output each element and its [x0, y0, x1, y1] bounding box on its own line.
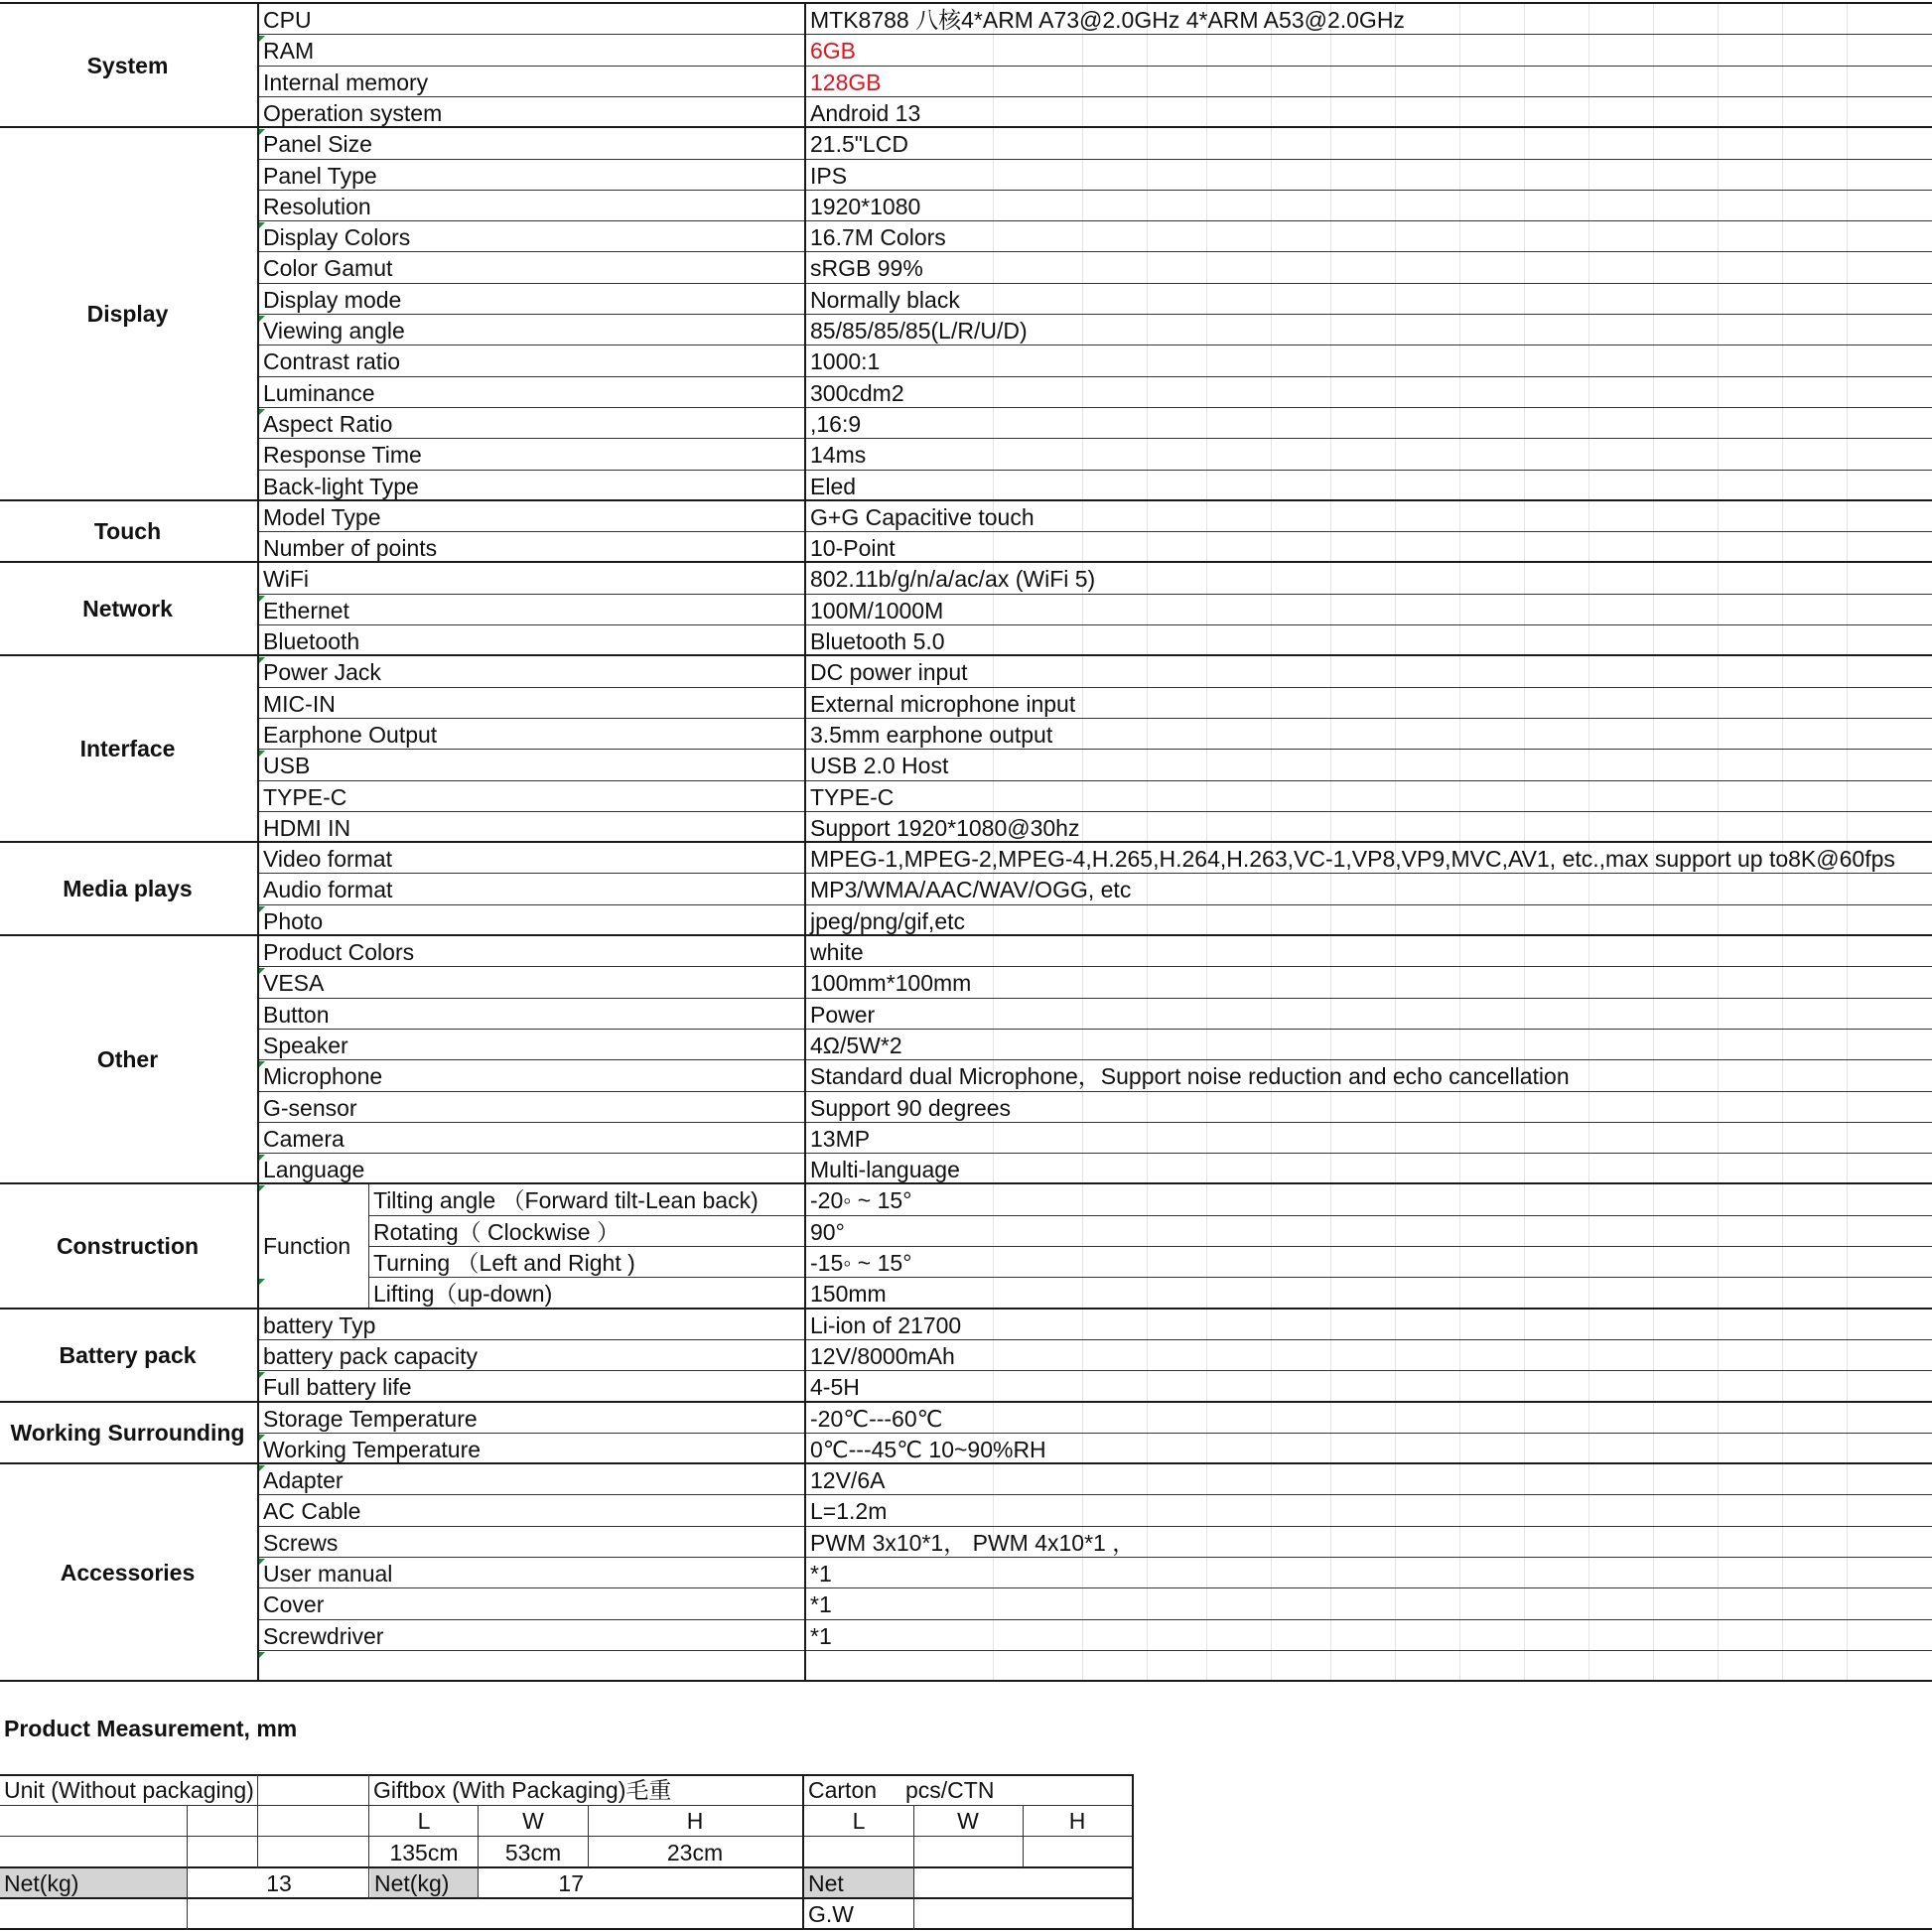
spec-label: Speaker	[263, 1032, 348, 1058]
spec-label: CPU	[263, 7, 312, 33]
unit-header: Unit (Without packaging)	[4, 1777, 254, 1803]
cell-comment-marker	[259, 1465, 265, 1471]
spec-value: 1920*1080	[810, 193, 921, 219]
spec-value	[806, 1652, 1930, 1682]
section-line	[0, 1680, 1932, 1682]
category-accessories: Accessories	[60, 1559, 196, 1586]
section-line	[0, 1401, 1932, 1403]
spec-label: Photo	[263, 907, 324, 934]
spec-value: PWM 3x10*1， PWM 4x10*1 ，	[810, 1529, 1136, 1556]
spec-label: Luminance	[263, 379, 375, 406]
row-line	[257, 998, 1932, 999]
spec-value: Support 1920*1080@30hz	[810, 814, 1080, 841]
row-line	[257, 749, 1932, 750]
row-line	[257, 34, 1932, 35]
cell-comment-marker	[259, 1279, 265, 1285]
section-line	[0, 2, 1932, 4]
spec-value: white	[810, 939, 864, 965]
category-interface: Interface	[79, 736, 176, 762]
spec-value: 12V/8000mAh	[810, 1342, 955, 1369]
spec-value: DC power input	[810, 659, 968, 686]
spec-value: 16.7M Colors	[810, 224, 946, 251]
giftbox-h-header: H	[686, 1808, 704, 1834]
row-line	[257, 251, 1932, 252]
row-line	[257, 718, 1932, 719]
spec-value: -20◦ ~ 15°	[810, 1187, 912, 1214]
section-line	[0, 1182, 1932, 1184]
spec-label: Audio format	[263, 877, 393, 903]
spec-label: battery Typ	[263, 1311, 376, 1338]
spec-label: Panel Type	[263, 162, 377, 189]
spec-label: Language	[263, 1157, 365, 1183]
spec-value: Normally black	[810, 286, 960, 313]
row-line	[257, 66, 1932, 67]
category-display: Display	[86, 300, 169, 327]
section-line	[0, 1462, 1932, 1464]
section-line	[0, 499, 1932, 501]
carton-l-header: L	[852, 1808, 866, 1834]
cell-comment-marker	[259, 1559, 265, 1565]
cell-comment-marker	[259, 222, 265, 228]
spec-label: Response Time	[263, 442, 422, 469]
spec-value: ,16:9	[810, 410, 862, 437]
row-line	[257, 1433, 1932, 1434]
row-line	[257, 624, 1932, 625]
category-system: System	[86, 52, 169, 78]
row-line	[257, 1059, 1932, 1060]
spec-value: 1000:1	[810, 348, 881, 375]
category-working-surrounding: Working Surrounding	[10, 1419, 245, 1446]
unit-net-value: 13	[266, 1870, 292, 1896]
carton-net-label: Net	[804, 1868, 913, 1898]
spec-label: Display Colors	[263, 224, 411, 251]
row-line	[257, 531, 1932, 532]
row-line	[257, 283, 1932, 284]
spec-label: Product Colors	[263, 939, 415, 965]
spec-value: 300cdm2	[810, 379, 904, 406]
row-line	[257, 873, 1932, 874]
spec-label: VESA	[263, 970, 325, 997]
cell-comment-marker	[259, 1652, 265, 1658]
meas-line	[0, 1866, 1134, 1868]
row-line	[257, 96, 1932, 97]
row-line	[257, 1122, 1932, 1123]
cell-comment-marker	[259, 906, 265, 912]
cell-comment-marker	[259, 596, 265, 602]
spec-value: External microphone input	[810, 690, 1076, 717]
spec-value: 100mm*100mm	[810, 970, 972, 997]
spec-value: 128GB	[810, 69, 882, 95]
spec-label: G-sensor	[263, 1094, 357, 1121]
row-line	[257, 594, 1932, 595]
spec-label: Model Type	[263, 503, 381, 530]
row-line	[257, 904, 1932, 905]
row-line	[257, 1557, 1932, 1558]
spec-label: Storage Temperature	[263, 1405, 478, 1432]
giftbox-h-value: 23cm	[666, 1840, 724, 1865]
section-line	[0, 1308, 1932, 1310]
measurement-title: Product Measurement, mm	[4, 1716, 298, 1741]
function-label: Function	[263, 1233, 351, 1259]
column-line	[257, 3, 259, 1681]
spec-label: Rotating（ Clockwise ）	[373, 1218, 620, 1245]
spec-value: -15◦ ~ 15°	[810, 1250, 912, 1276]
section-line	[0, 934, 1932, 936]
spec-value: MP3/WMA/AAC/WAV/OGG, etc	[810, 877, 1132, 903]
spec-value: -20℃---60℃	[810, 1405, 943, 1432]
carton-h-header: H	[1068, 1808, 1086, 1834]
row-line	[368, 1277, 1932, 1278]
spec-value: 100M/1000M	[810, 597, 944, 623]
spec-value: 3.5mm earphone output	[810, 721, 1053, 748]
spec-value: Power	[810, 1001, 876, 1028]
spec-value: IPS	[810, 162, 848, 189]
row-line	[257, 407, 1932, 408]
row-line	[257, 1153, 1932, 1154]
spec-label: Viewing angle	[263, 318, 405, 344]
meas-line	[187, 1805, 188, 1930]
meas-line	[0, 1774, 1134, 1776]
unit-net-label: Net(kg)	[0, 1868, 187, 1898]
spec-value: Standard dual Microphone，Support noise reduction and echo cancellation	[810, 1063, 1570, 1090]
spec-label: Turning （Left and Right )	[373, 1250, 635, 1276]
spec-label: Resolution	[263, 193, 371, 219]
spec-value: 14ms	[810, 442, 867, 469]
spec-value: Eled	[810, 473, 857, 499]
column-line	[804, 3, 806, 1681]
row-line	[257, 1494, 1932, 1495]
row-line	[257, 1370, 1932, 1371]
spec-label: User manual	[263, 1561, 393, 1587]
spec-value: 10-Point	[810, 535, 896, 562]
meas-line	[1132, 1774, 1134, 1930]
spec-label: Color Gamut	[263, 255, 393, 282]
category-media-plays: Media plays	[63, 876, 193, 902]
spec-label: Screws	[263, 1529, 339, 1556]
category-construction: Construction	[56, 1232, 200, 1259]
spec-value: *1	[810, 1622, 832, 1649]
giftbox-net-label: Net(kg)	[370, 1868, 478, 1898]
cell-comment-marker	[259, 409, 265, 415]
spec-value: 85/85/85/85(L/R/U/D)	[810, 318, 1028, 344]
spec-label: Microphone	[263, 1063, 383, 1090]
giftbox-l-value: 135cm	[389, 1840, 459, 1865]
spec-value: 150mm	[810, 1281, 887, 1308]
category-network: Network	[82, 596, 173, 622]
cell-comment-marker	[259, 751, 265, 757]
cell-comment-marker	[259, 1435, 265, 1441]
row-line	[257, 811, 1932, 812]
meas-line	[588, 1805, 589, 1867]
meas-line	[0, 1897, 1134, 1899]
meas-line	[0, 1836, 1134, 1837]
spec-value: 21.5"LCD	[810, 131, 908, 158]
row-line	[257, 1339, 1932, 1340]
spec-value: jpeg/png/gif,etc	[810, 907, 966, 934]
meas-line	[802, 1774, 804, 1930]
category-other: Other	[96, 1046, 159, 1073]
row-line	[257, 159, 1932, 160]
spec-label: Button	[263, 1001, 330, 1028]
spec-label: Display mode	[263, 286, 402, 313]
spec-label: MIC-IN	[263, 690, 336, 717]
row-line	[257, 190, 1932, 191]
spec-label: HDMI IN	[263, 814, 351, 841]
spec-value: MPEG-1,MPEG-2,MPEG-4,H.265,H.264,H.263,VC-1,VP8,VP9,MVC,AV1, etc.,max support up to8K@60fps	[810, 846, 1895, 873]
spec-label: Camera	[263, 1125, 345, 1152]
row-line	[257, 438, 1932, 439]
cell-comment-marker	[259, 1372, 265, 1378]
meas-line	[0, 1805, 1134, 1806]
spec-value: 13MP	[810, 1125, 871, 1152]
row-line	[257, 687, 1932, 688]
row-line	[257, 780, 1932, 781]
spec-label: Power Jack	[263, 659, 381, 686]
spec-label: Ethernet	[263, 597, 349, 623]
meas-line	[913, 1805, 914, 1930]
carton-header: Carton	[808, 1777, 878, 1803]
row-line	[257, 1587, 1932, 1588]
giftbox-l-header: L	[417, 1808, 431, 1834]
spec-label: battery pack capacity	[263, 1342, 479, 1369]
spec-label: Tilting angle （Forward tilt-Lean back)	[373, 1187, 759, 1214]
spec-label: Lifting（up-down)	[373, 1281, 553, 1308]
row-line	[257, 470, 1932, 471]
spec-label: Full battery life	[263, 1374, 412, 1401]
spec-label: TYPE-C	[263, 783, 347, 810]
spec-value: G+G Capacitive touch	[810, 503, 1035, 530]
section-line	[0, 654, 1932, 656]
row-line	[368, 1246, 1932, 1247]
row-line	[257, 1619, 1932, 1620]
cell-comment-marker	[259, 968, 265, 974]
spec-value: Li-ion of 21700	[810, 1311, 962, 1338]
row-line	[368, 1215, 1932, 1216]
spec-value: Bluetooth 5.0	[810, 628, 945, 654]
spec-label: Internal memory	[263, 69, 429, 95]
spec-label: Back-light Type	[263, 473, 419, 499]
category-battery-pack: Battery pack	[59, 1341, 197, 1368]
spec-label: AC Cable	[263, 1498, 361, 1525]
cell-comment-marker	[259, 1155, 265, 1161]
cell-comment-marker	[259, 1185, 265, 1191]
spec-label: Cover	[263, 1591, 325, 1618]
spec-label: Screwdriver	[263, 1622, 384, 1649]
cell-comment-marker	[259, 1061, 265, 1067]
meas-line	[368, 1774, 369, 1899]
row-line	[257, 376, 1932, 377]
spec-value: 6GB	[810, 38, 857, 65]
spec-value: 802.11b/g/n/a/ac/ax (WiFi 5)	[810, 566, 1096, 593]
spec-label: USB	[263, 753, 311, 779]
spec-value: Multi-language	[810, 1157, 960, 1183]
meas-line	[1023, 1805, 1024, 1867]
spec-value: *1	[810, 1561, 832, 1587]
spec-label: Number of points	[263, 535, 438, 562]
category-touch: Touch	[93, 518, 162, 545]
spec-value: MTK8788 八核4*ARM A73@2.0GHz 4*ARM A53@2.0GHz	[810, 7, 1405, 33]
section-line	[0, 841, 1932, 843]
cell-comment-marker	[259, 36, 265, 42]
spec-label: Operation system	[263, 99, 443, 126]
cell-comment-marker	[259, 316, 265, 322]
spec-value: TYPE-C	[810, 783, 895, 810]
spec-label: RAM	[263, 38, 315, 65]
giftbox-net-value: 17	[558, 1870, 584, 1896]
spec-label: Aspect Ratio	[263, 410, 393, 437]
carton-gw-label: G.W	[808, 1901, 854, 1927]
spec-value: Support 90 degrees	[810, 1094, 1012, 1121]
spec-label: Adapter	[263, 1467, 344, 1494]
row-line	[257, 1091, 1932, 1092]
giftbox-header: Giftbox (With Packaging)毛重	[373, 1777, 672, 1803]
spec-value: L=1.2m	[810, 1498, 888, 1525]
spec-value: sRGB 99%	[810, 255, 923, 282]
spec-value: 90°	[810, 1218, 845, 1245]
spec-value: 12V/6A	[810, 1467, 886, 1494]
spec-value: 0℃---45℃ 10~90%RH	[810, 1436, 1046, 1462]
spec-label: Contrast ratio	[263, 348, 401, 375]
spec-value: Android 13	[810, 99, 921, 126]
section-line	[0, 126, 1932, 128]
row-line	[257, 314, 1932, 315]
giftbox-w-value: 53cm	[504, 1840, 562, 1865]
spec-label: Earphone Output	[263, 721, 438, 748]
row-line	[257, 220, 1932, 221]
spec-label: WiFi	[263, 566, 309, 593]
row-line	[257, 1029, 1932, 1030]
carton-w-header: W	[957, 1808, 979, 1834]
cell-comment-marker	[259, 129, 265, 135]
spec-label: Panel Size	[263, 131, 372, 158]
spec-value: USB 2.0 Host	[810, 753, 949, 779]
row-line	[257, 1650, 1932, 1651]
row-line	[257, 1526, 1932, 1527]
spec-value: *1	[810, 1591, 832, 1618]
cell-comment-marker	[259, 657, 265, 663]
row-line	[257, 966, 1932, 967]
carton-pcs-label: pcs/CTN	[905, 1777, 995, 1803]
meas-line	[478, 1805, 479, 1899]
spec-value: 4Ω/5W*2	[810, 1032, 902, 1058]
spec-label: Working Temperature	[263, 1436, 482, 1462]
spec-label	[259, 1652, 802, 1682]
section-line	[0, 561, 1932, 563]
spec-label: Bluetooth	[263, 628, 360, 654]
meas-line	[0, 1928, 1932, 1930]
spec-value: 4-5H	[810, 1374, 860, 1401]
meas-line	[257, 1774, 258, 1868]
spec-label: Video format	[263, 846, 392, 873]
giftbox-w-header: W	[522, 1808, 544, 1834]
